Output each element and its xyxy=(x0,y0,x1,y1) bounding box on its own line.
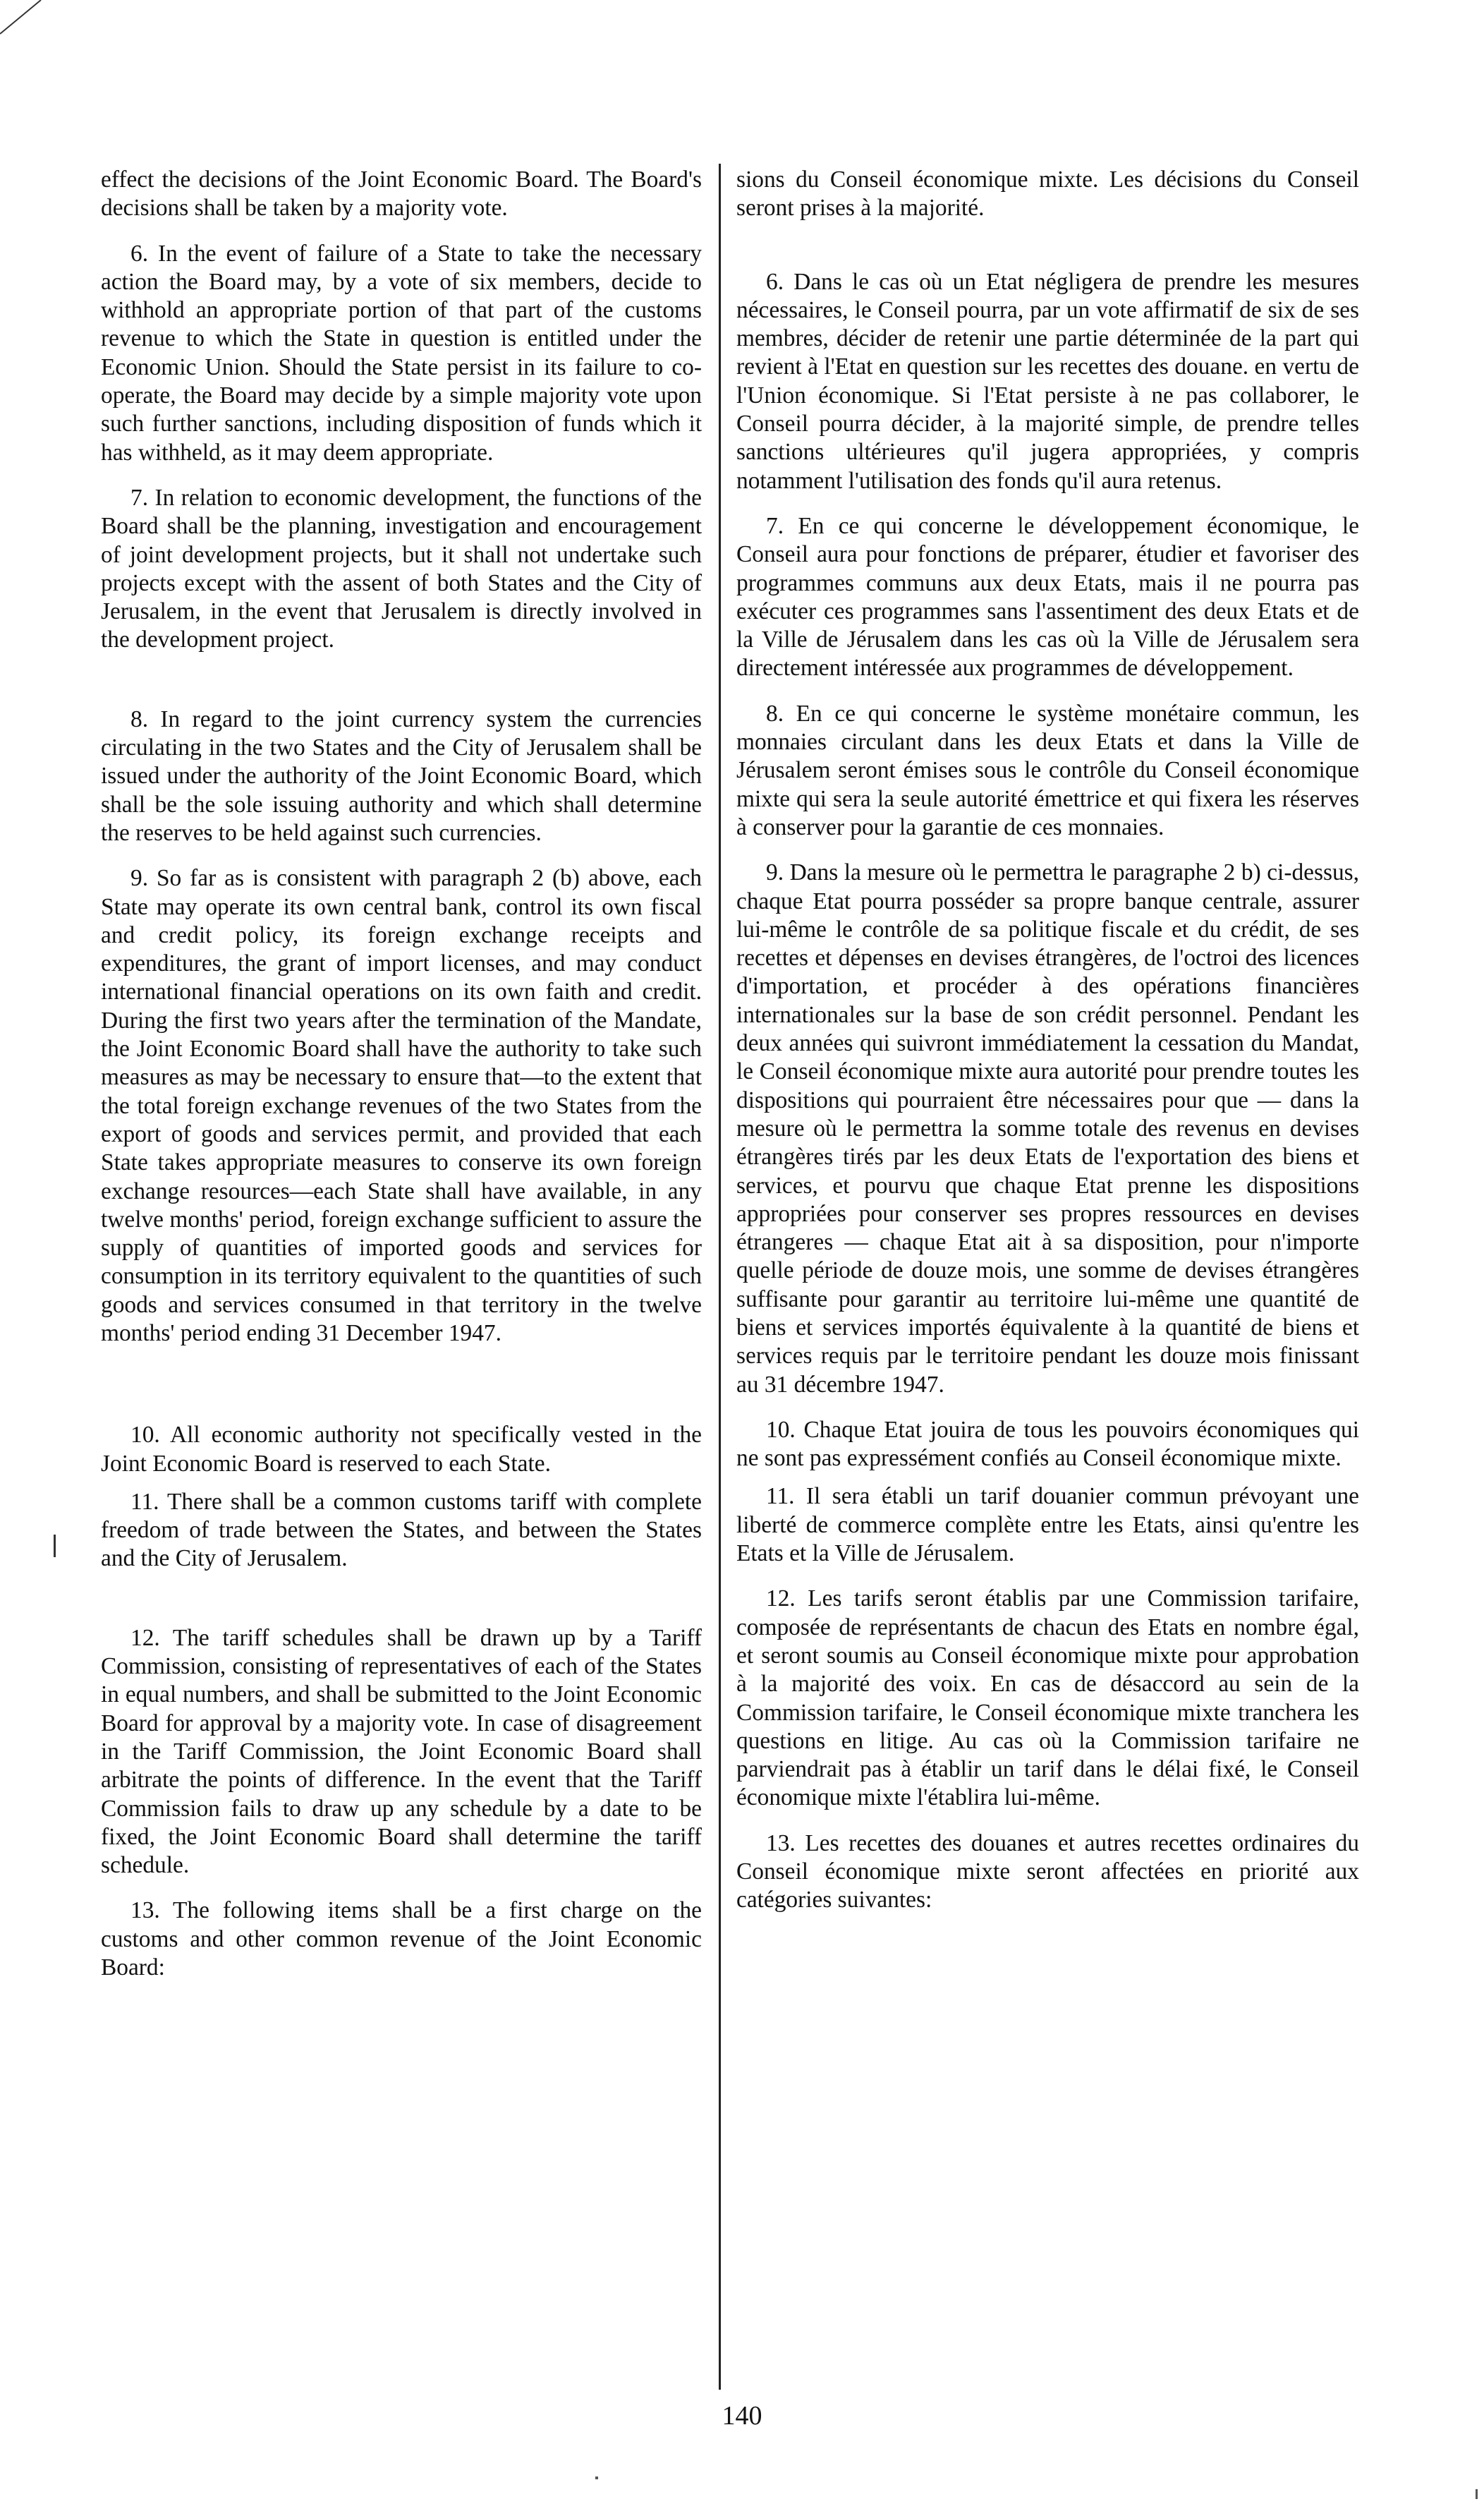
paragraph-10: 10. All economic authority not specifically vested in the Joint Economic Board is reserved to each State. xyxy=(101,1422,702,1477)
paragraphe-10: 10. Chaque Etat jouira de tous les pouvoirs économiques qui ne sont pas expressément confiés au Conseil économique mixte. xyxy=(736,1416,1359,1472)
french-column xyxy=(736,166,1359,1915)
paragraph-9: 9. So far as is consistent with paragraph 2 (b) above, each State may operate its own central bank, control its own fiscal and credit policy, its foreign exchange receipts and expenditures, the grant of import licenses, and may conduct international financial operations on its own faith and credit. During the first two years after the termination of the Mandate, the Joint Economic Board shall have the authority to take such measures as may be necessary to ensure that—to the extent that the total foreign exchange revenues of the two States from the export of goods and services permit, and provided that each State takes appropriate measures to conserve its own foreign exchange resources—each State shall have available, in any twelve months' period, foreign exchange sufficient to assure the supply of quantities of imported goods and services for consumption in its territory equivalent to the quantities of such goods and services consumed in that territory in the twelve months' period ending 31 December 1947. xyxy=(101,865,702,1346)
paragraph-13: 13. The following items shall be a first charge on the customs and other common revenue of the Joint Economic Board: xyxy=(101,1897,702,1981)
paragraph-11: 11. There shall be a common customs tariff with complete freedom of trade between the States, and between the States and the City of Jerusalem. xyxy=(101,1488,702,1572)
page-number: 140 xyxy=(722,2401,762,2431)
paragraph-6: 6. In the event of failure of a State to take the necessary action the Board may, by a vote of six members, decide to withhold an appropriate portion of that part of the customs revenue to which the State in question is entitled under the Economic Union. Should the State persist in its failure to co-operate, the Board may decide by a simple majority vote upon such further sanctions, including disposition of funds which it has withheld, as it may deem appropriate. xyxy=(101,240,702,466)
english-column xyxy=(101,166,702,1982)
paragraphe-11: 11. Il sera établi un tarif douanier commun prévoyant une liberté de commerce complète entre les Etats, ainsi qu'entre les Etats et la Ville de Jérusalem. xyxy=(736,1483,1359,1567)
paragraph-12: 12. The tariff schedules shall be drawn up by a Tariff Commission, consisting of representatives of each of the States in equal numbers, and shall be submitted to the Joint Economic Board for approval by a majority vote. In case of disagreement in the Tariff Commission, the Joint Economic Board shall arbitrate the points of difference. In the event that the Tariff Commission fails to draw up any schedule by a date to be fixed, the Joint Economic Board shall determine the tariff schedule. xyxy=(101,1624,702,1879)
paragraphe-5-suite: sions du Conseil économique mixte. Les décisions du Conseil seront prises à la majorité. xyxy=(736,167,1359,222)
paragraph-5-continued: effect the decisions of the Joint Economic Board. The Board's decisions shall be taken by a majority vote. xyxy=(101,167,702,222)
scan-speck xyxy=(1476,2489,1478,2499)
scan-speck xyxy=(595,2476,598,2479)
margin-mark xyxy=(54,1535,56,1557)
paragraphe-13: 13. Les recettes des douanes et autres recettes ordinaires du Conseil économique mixte seront affectées en priorité aux catégories suivantes: xyxy=(736,1829,1359,1913)
corner-scan-mark xyxy=(0,0,42,35)
paragraphe-7: 7. En ce qui concerne le développement économique, le Conseil aura pour fonctions de préparer, étudier et favoriser des programmes communs aux deux Etats, mais il ne pourra pas exécuter ces programmes sans l'assentiment des deux Etats et de la Ville de Jérusalem dans les cas où la Ville de Jérusalem sera directement intéressée aux programmes de développement. xyxy=(736,512,1359,682)
paragraphe-12: 12. Les tarifs seront établis par une Commission tarifaire, composée de représentants de chacun des Etats en nombre égal, et seront soumis au Conseil économique mixte pour approbation à la majorité des voix. En cas de désaccord au sein de la Commission tarifaire, le Conseil économique mixte tranchera les questions en litige. Au cas où la Commission tarifaire ne parviendrait pas à établir un tarif dans le délai fixé, le Conseil économique mixte l'établira lui-même. xyxy=(736,1585,1359,1811)
paragraph-7: 7. In relation to economic development, the functions of the Board shall be the planning, investigation and encouragement of joint development projects, but it shall not undertake such projects except with the assent of both States and the City of Jerusalem, in the event that Jerusalem is directly involved in the development project. xyxy=(101,484,702,653)
paragraph-8: 8. In regard to the joint currency system the currencies circulating in the two States and the City of Jerusalem shall be issued under the authority of the Joint Economic Board, which shall be the sole issuing authority and which shall determine the reserves to be held against such currencies. xyxy=(101,706,702,846)
paragraphe-6: 6. Dans le cas où un Etat négligera de prendre les mesures nécessaires, le Conseil pourra, par un vote affirmatif de six de ses membres, décider de retenir une partie déterminée de la part qui revient à l'Etat en question sur les recettes des douane. en vertu de l'Union économique. Si l'Etat persiste à ne pas collaborer, le Conseil pourra décider, à la majorité simple, de prendre telles sanctions ultérieures qu'il jugera appropriées, y compris notamment l'utilisation des fonds qu'il aura retenus. xyxy=(736,268,1359,494)
column-divider xyxy=(719,164,721,2390)
paragraphe-8: 8. En ce qui concerne le système monétaire commun, les monnaies circulant dans les deux Etats et dans la Ville de Jérusalem seront émises sous le contrôle du Conseil économique mixte qui sera la seule autorité émettrice et qui fixera les réserves à conserver pour la garantie de ces monnaies. xyxy=(736,700,1359,840)
paragraphe-9: 9. Dans la mesure où le permettra le paragraphe 2 b) ci-dessus, chaque Etat pourra posséder sa propre banque centrale, assurer lui-même le contrôle de sa politique fiscale et du crédit, de ses recettes et dépenses en devises étrangères, de l'octroi des licences d'importation, et procéder à des opérations financières internationales sur la base de son crédit personnel. Pendant les deux années qui suivront immédiatement la cessation du Mandat, le Conseil économique mixte aura autorité pour prendre toutes les dispositions qui pourraient être nécessaires pour que — dans la mesure où le permettra la somme totale des revenus en devises étrangères tirés par les deux Etats de l'exportation des biens et services, et pourvu que chaque Etat prenne les dispositions appropriées pour conserver ses propres ressources en devises étrangeres — chaque Etat ait à sa disposition, pour n'importe quelle période de douze mois, une somme de devises étrangères suffisante pour garantir au territoire lui-même une quantité de biens et services importés équivalente à la quantité de biens et services requis par le territoire pendant les douze mois finissant au 31 décembre 1947. xyxy=(736,859,1359,1398)
